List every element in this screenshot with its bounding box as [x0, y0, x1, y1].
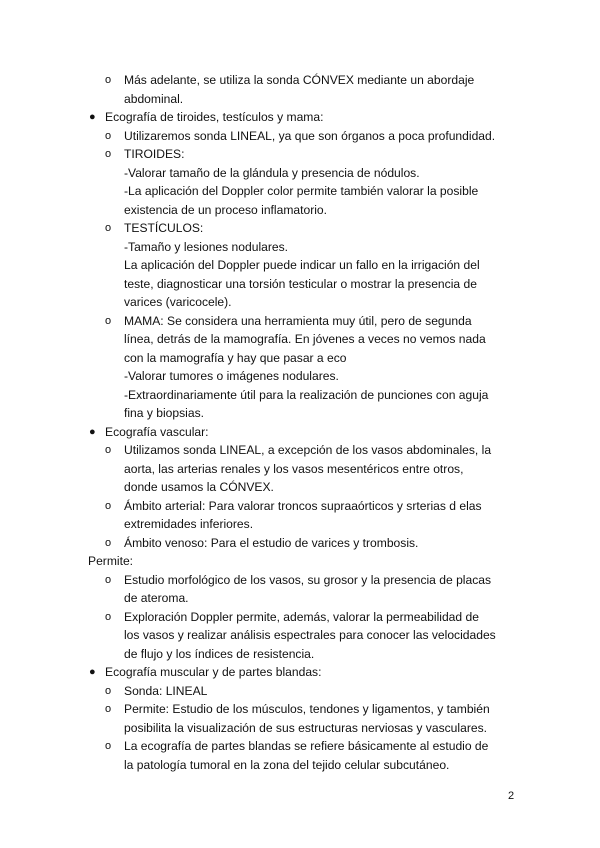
- text-line: de flujo y los índices de resistencia.: [124, 646, 315, 661]
- list-item: [88, 71, 516, 108]
- text-line: Exploración Doppler permite, además, valorar la permeabilidad de: [124, 609, 479, 624]
- heading-text: Ecografía de tiroides, testículos y mama:: [105, 110, 324, 124]
- circle-bullet-icon: o: [105, 314, 112, 327]
- circle-bullet-icon: o: [105, 610, 112, 623]
- page-number: 2: [508, 790, 515, 802]
- section-heading-tiroides: [88, 108, 516, 127]
- list-item: [88, 127, 516, 146]
- list-item: [88, 145, 516, 219]
- list-item: [88, 682, 516, 701]
- list-item: [88, 497, 516, 534]
- text-line: -La aplicación del Doppler color permite también valorar la posible: [124, 184, 479, 198]
- list-item: [88, 571, 516, 608]
- text-line: -Tamaño y lesiones nodulares.: [124, 239, 289, 254]
- text-line: Utilizamos sonda LINEAL, a excepción de los vasos abdominales, la: [124, 443, 492, 457]
- text-line: Permite: Estudio de los músculos, tendones y ligamentos, y también: [124, 702, 490, 716]
- circle-bullet-icon: o: [105, 740, 112, 752]
- text-line: abdominal.: [124, 91, 184, 106]
- circle-bullet-icon: o: [105, 536, 112, 549]
- heading-text: Ecografía muscular y de partes blandas:: [105, 665, 322, 679]
- text-line: -Valorar tumores o imágenes nodulares.: [124, 369, 339, 383]
- document-body: [88, 71, 516, 774]
- list-item: [88, 312, 516, 423]
- list-item: [88, 608, 516, 664]
- text-line: Permite:: [88, 554, 134, 568]
- list-item: [88, 219, 516, 312]
- text-line: La ecografía de partes blandas se refiere básicamente al estudio de: [124, 739, 489, 753]
- text-line: TESTÍCULOS:: [124, 221, 204, 235]
- text-line: Ámbito arterial: Para valorar troncos supraaórticos y srterias d elas: [124, 498, 482, 513]
- circle-bullet-icon: o: [105, 573, 112, 586]
- text-line: posibilita la visualización de sus estructuras nerviosas y vasculares.: [124, 720, 487, 735]
- circle-bullet-icon: o: [105, 148, 112, 160]
- text-line: con la mamografía y hay que pasar a eco: [124, 350, 347, 365]
- text-line: donde usamos la CÓNVEX.: [124, 480, 274, 494]
- circle-bullet-icon: o: [105, 703, 112, 715]
- text-line: Sonda: LINEAL: [124, 683, 208, 698]
- text-line: Estudio morfológico de los vasos, su grosor y la presencia de placas: [124, 572, 492, 587]
- text-line: la patología tumoral en la zona del tejido celular subcutáneo.: [124, 757, 450, 772]
- circle-bullet-icon: o: [105, 222, 112, 234]
- circle-bullet-icon: o: [105, 74, 112, 86]
- list-item: [88, 737, 516, 774]
- disc-bullet-icon: ●: [89, 666, 96, 678]
- text-line: varices (varicocele).: [124, 295, 232, 309]
- text-line: Ámbito venoso: Para el estudio de varices y trombosis.: [124, 535, 419, 550]
- text-line: extremidades inferiores.: [124, 517, 254, 531]
- text-line: de ateroma.: [124, 591, 189, 605]
- circle-bullet-icon: o: [105, 129, 112, 142]
- text-line: Más adelante, se utiliza la sonda CÓNVEX mediante un abordaje: [124, 73, 475, 87]
- permite-label: [88, 552, 516, 571]
- section-heading-muscular: [88, 663, 516, 682]
- circle-bullet-icon: o: [105, 499, 112, 512]
- text-line: línea, detrás de la mamografía. En jóvenes a veces no vemos nada: [124, 332, 486, 346]
- list-item: [88, 700, 516, 737]
- list-item: [88, 441, 516, 497]
- text-line: los vasos y realizar análisis espectrales para conocer las velocidades: [124, 628, 496, 642]
- text-line: aorta, las arterias renales y los vasos mesentéricos entre otros,: [124, 461, 464, 476]
- circle-bullet-icon: o: [105, 444, 112, 456]
- text-line: MAMA: Se considera una herramienta muy útil, pero de segunda: [124, 313, 472, 328]
- text-line: TIROIDES:: [124, 147, 185, 161]
- text-line: fina y biopsias.: [124, 406, 204, 420]
- text-line: existencia de un proceso inflamatorio.: [124, 202, 328, 217]
- section-heading-vascular: [88, 423, 516, 442]
- text-line: teste, diagnosticar una torsión testicular o mostrar la presencia de: [124, 276, 477, 291]
- text-line: -Valorar tamaño de la glándula y presencia de nódulos.: [124, 165, 420, 180]
- heading-text: Ecografía vascular:: [105, 424, 209, 439]
- text-line: La aplicación del Doppler puede indicar un fallo en la irrigación del: [124, 258, 480, 272]
- list-item: [88, 534, 516, 553]
- circle-bullet-icon: o: [105, 684, 112, 697]
- text-line: -Extraordinariamente útil para la realización de punciones con aguja: [124, 387, 489, 402]
- text-line: Utilizaremos sonda LINEAL, ya que son órganos a poca profundidad.: [124, 128, 496, 143]
- disc-bullet-icon: ●: [89, 425, 96, 438]
- disc-bullet-icon: ●: [89, 111, 96, 123]
